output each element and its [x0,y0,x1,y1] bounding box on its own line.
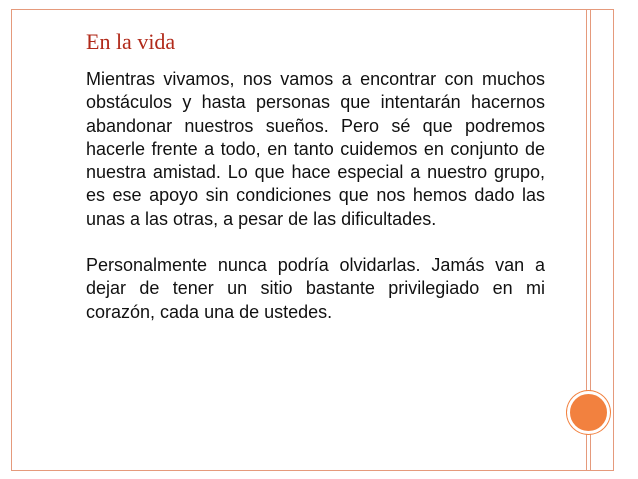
orange-circle-decoration [567,391,610,434]
slide-title: En la vida [86,29,176,54]
body-paragraph-1: Mientras vivamos, nos vamos a encontrar con muchos obstáculos y hasta personas que intentarán hacernos abandonar nuestros sueños. Pero sé que podremos hacerle frente a todo, en tanto cuidemos en conjunto de nuestra amistad. Lo que hace especial a nuestro grupo, es ese apoyo sin condiciones que nos hemos dado las unas a las otras, a pesar de las dificultades. [86,69,545,229]
slide-body [86,68,545,324]
body-paragraph-2: Personalmente nunca podría olvidarlas. Jamás van a dejar de tener un sitio bastante privilegiado en mi corazón, cada una de ustedes. [86,255,545,322]
